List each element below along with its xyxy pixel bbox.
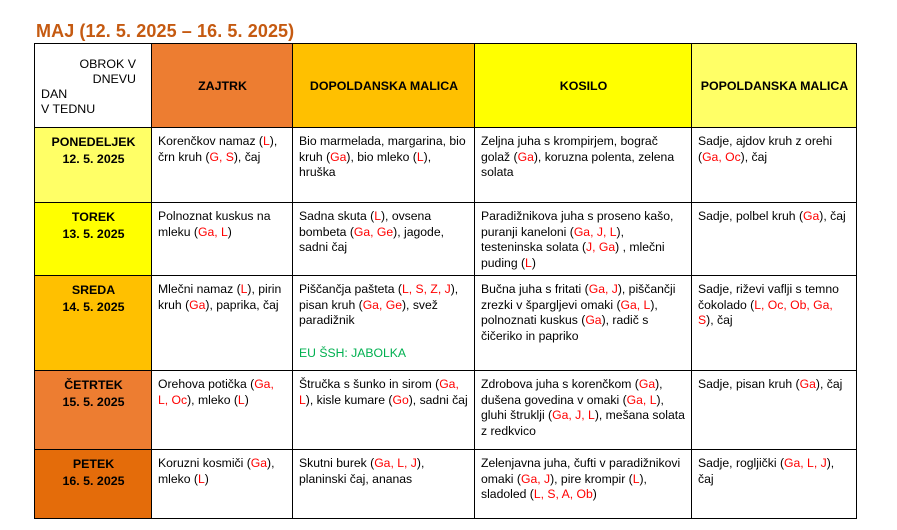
day-date: 15. 5. 2025	[62, 395, 125, 409]
meal-cell: Zeljna juha s krompirjem, bograč golaž (Ga), koruzna polenta, zelena solata	[475, 128, 692, 203]
day-name: SREDA	[71, 283, 116, 297]
allergen-code: Ga, L	[299, 377, 459, 407]
meal-cell: Orehova potička (Ga, L, Oc), mleko (L)	[152, 371, 293, 450]
allergen-code: L	[197, 471, 205, 486]
header-row	[35, 44, 857, 128]
meal-cell: Sadje, rogljički (Ga, L, J), čaj	[692, 450, 857, 519]
corner-line: DNEVU	[92, 71, 136, 86]
meal-cell: Zdrobova juha s korenčkom (Ga), dušena govedina v omaki (Ga, L), gluhi štruklji (Ga, J, L), mešana solata z redkvico	[475, 371, 692, 450]
day-row	[35, 276, 857, 371]
allergen-code: Ga, L, J	[784, 456, 827, 470]
weekly-menu-table	[34, 43, 857, 519]
day-name: PONEDELJEK	[51, 135, 136, 149]
allergen-code: Ga, J, L	[573, 224, 617, 239]
day-row	[35, 371, 857, 450]
allergen-code: Ga, J	[588, 282, 618, 296]
allergen-code: Go	[392, 392, 409, 407]
allergen-code: Ga	[803, 209, 820, 223]
corner-line: V TEDNU	[41, 101, 96, 116]
day-date: 14. 5. 2025	[62, 300, 125, 314]
day-cell	[35, 203, 152, 276]
allergen-code: Ga, L, Oc	[158, 377, 274, 407]
day-name: PETEK	[72, 457, 115, 471]
eu-school-scheme-note: EU ŠSH: JABOLKA	[299, 345, 407, 360]
allergen-code: Ga, J	[520, 471, 551, 486]
column-header-zajtrk: ZAJTRK	[152, 44, 293, 128]
corner-line: OBROK V	[79, 56, 136, 71]
allergen-code: Ga, L	[626, 392, 657, 407]
allergen-code: L, S, Z, J	[401, 282, 451, 296]
allergen-code: Ga, L	[197, 224, 228, 239]
allergen-code: Ga, L	[620, 297, 651, 312]
day-name: ČETRTEK	[64, 378, 123, 392]
allergen-code: L	[374, 209, 381, 223]
allergen-code: L	[416, 149, 424, 164]
allergen-code: Ga	[585, 313, 602, 327]
allergen-code: L	[632, 471, 640, 486]
corner-line: DAN	[41, 86, 68, 101]
day-row	[35, 450, 857, 519]
allergen-code: Ga	[517, 149, 534, 164]
page-title: MAJ (12. 5. 2025 – 16. 5. 2025)	[36, 21, 295, 41]
day-cell	[35, 371, 152, 450]
meal-text: Piščančja pašteta (L, S, Z, J), pisan kruh (Ga, Ge), svež paradižnik	[299, 282, 459, 327]
meal-cell: Mlečni namaz (L), pirin kruh (Ga), paprika, čaj	[152, 276, 293, 371]
day-row	[35, 203, 857, 276]
allergen-code: L	[263, 134, 270, 148]
meal-cell: Sadje, riževi vaflji s temno čokolado (L, Oc, Ob, Ga, S), čaj	[692, 276, 857, 371]
meal-cell: Sadje, ajdov kruh z orehi (Ga, Oc), čaj	[692, 128, 857, 203]
meal-cell: Zelenjavna juha, čufti v paradižnikovi omaki (Ga, J), pire krompir (L), sladoled (L, S, A, Ob)	[475, 450, 692, 519]
day-cell	[35, 128, 152, 203]
day-date: 16. 5. 2025	[62, 474, 125, 488]
meal-cell: Skutni burek (Ga, L, J), planinski čaj, ananas	[293, 450, 475, 519]
meal-cell: Bio marmelada, margarina, bio kruh (Ga), bio mleko (L), hruška	[293, 128, 475, 203]
column-header-dopoldanska-malica: DOPOLDANSKA MALICA	[293, 44, 475, 128]
allergen-code: G, S	[209, 149, 234, 164]
meal-cell: Bučna juha s fritati (Ga, J), piščančji zrezki v špargljevi omaki (Ga, L), polnoznati kuskus (Ga), radič s čičeriko in papriko	[475, 276, 692, 371]
allergen-code: Ga, Ge	[362, 297, 402, 312]
allergen-code: L, S, A, Ob	[533, 487, 593, 501]
day-date: 13. 5. 2025	[62, 227, 125, 241]
allergen-code: Ga	[799, 377, 816, 391]
meal-cell: Polnoznat kuskus na mleku (Ga, L)	[152, 203, 293, 276]
allergen-code: L	[525, 255, 532, 270]
meal-cell: Štručka s šunko in sirom (Ga, L), kisle kumare (Go), sadni čaj	[293, 371, 475, 450]
allergen-code: Ga	[250, 456, 268, 470]
meal-cell: Korenčkov namaz (L), črn kruh (G, S), čaj	[152, 128, 293, 203]
allergen-code: L	[237, 392, 245, 407]
meal-cell: Koruzni kosmiči (Ga), mleko (L)	[152, 450, 293, 519]
column-header-kosilo: KOSILO	[475, 44, 692, 128]
allergen-code: L, Oc, Ob, Ga, S	[698, 297, 833, 327]
meal-cell	[293, 276, 475, 371]
allergen-code: L	[240, 282, 248, 296]
column-header-popoldanska-malica: POPOLDANSKA MALICA	[692, 44, 857, 128]
day-cell	[35, 450, 152, 519]
meal-cell: Sadje, polbel kruh (Ga), čaj	[692, 203, 857, 276]
corner-header	[35, 44, 152, 128]
meal-cell: Sadje, pisan kruh (Ga), čaj	[692, 371, 857, 450]
allergen-code: J, Ga	[586, 240, 616, 254]
day-date: 12. 5. 2025	[62, 152, 125, 166]
allergen-code: Ga	[638, 377, 656, 391]
allergen-code: Ga	[189, 297, 206, 312]
allergen-code: Ga, Ge	[353, 224, 394, 239]
meal-cell: Sadna skuta (L), ovsena bombeta (Ga, Ge), jagode, sadni čaj	[293, 203, 475, 276]
allergen-code: Ga, L, J	[374, 456, 417, 470]
allergen-code: Ga, Oc	[702, 149, 741, 164]
meal-cell: Paradižnikova juha s proseno kašo, puranji kaneloni (Ga, J, L), testeninska solata (J, Ga) , mlečni puding (L)	[475, 203, 692, 276]
day-cell	[35, 276, 152, 371]
day-name: TOREK	[71, 210, 116, 224]
day-row	[35, 128, 857, 203]
allergen-code: Ga	[330, 149, 347, 164]
allergen-code: Ga, J, L	[552, 408, 595, 422]
